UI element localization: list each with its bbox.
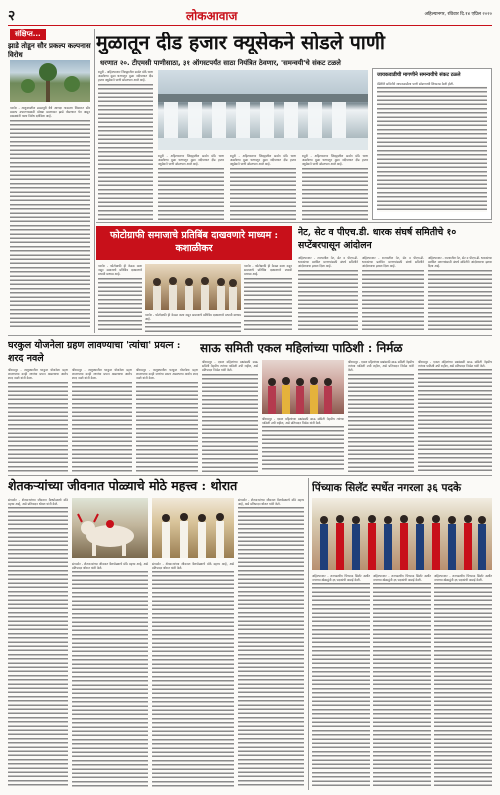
lead-box [372, 68, 492, 220]
story5-headline: साऊ समिती एकल महिलांच्या पाठिशी : निर्मळ [200, 341, 403, 355]
dateline: अहिल्यानगर, रविवार दि.१४ एप्रिल २०२० [424, 12, 492, 17]
story7-body-col1: अहिल्यानगर - राज्यस्तरीय पिंच्याक सिलॅट स्पर्धेत नगरच्या खेळाडूंनी ३६ पदकांची कमाई केली. [312, 574, 370, 788]
lead-box-title: जायकवाडीची मागणीने समन्वयीचे संकट टळले [377, 72, 461, 78]
column-divider [308, 478, 309, 790]
story6-headline: शेतकऱ्यांच्या जीवनात पोळ्याचे मोठे महत्त्व : थोरात [8, 478, 238, 493]
story3-body-col1: अहिल्यानगर - राज्यातील नेट, सेट व पीएच.डी. धारकांच्या प्रलंबित मागण्यांसाठी संघर्ष समितीने आंदोलनाचा इशारा दिला आहे. [298, 256, 358, 332]
lead-body-col3: राहुरी - अहिल्यानगर जिल्ह्यातील सर्वात मोठे धरण असलेल्या मुळा धरणातून मुळा नदीपात्रात दीड हजार क्यूसेकने पाणी सोडण्यात आले आहे. [230, 154, 296, 220]
story4-body-col1: श्रीरामपूर - तालुक्यातील घरकुल योजनेला ग्रहण लावण्याचा काही जणांचा प्रयत्न असल्याचा आरोप शरद नवले यांनी केला. [8, 368, 68, 472]
story2-body-col3: पारनेर - फोटोग्राफी ही केवळ कला नसून समाजाचे प्रतिबिंब दाखवणारे प्रभावी माध्यम आहे. [244, 264, 292, 332]
sidebar-tag: संक्षिप्त... [10, 29, 46, 40]
section-rule [8, 335, 492, 336]
sidebar-photo [10, 60, 90, 102]
story6-body-col3: संगमनेर - शेतकऱ्यांच्या जीवनात बैलपोळ्याचे मोठे महत्त्व आहे, असे प्रतिपादन थोरात यांनी केले. [152, 562, 234, 788]
lead-subhead: धरणात २०. टीएमसी पाणीसाठा, ३१ ऑगस्टपर्यंत साठा नियंत्रित ठेवणार, 'समन्वयी'चे संकट टळले [100, 59, 341, 67]
photography-event-photo [145, 264, 241, 310]
story4-headline: घरकुल योजनेला ग्रहण लावण्याचा 'त्यांचा' प्रयत्न : शरद नवले [8, 340, 181, 364]
section-rule [96, 222, 492, 223]
bull-icon [72, 498, 148, 558]
page-number: २ [8, 8, 16, 24]
story7-body-col2: अहिल्यानगर - राज्यस्तरीय पिंच्याक सिलॅट स्पर्धेत नगरच्या खेळाडूंनी ३६ पदकांची कमाई केली. [373, 574, 431, 788]
lead-box-body: मेंढेगिरी समितीने जायकवाडीला पाणी सोडण्याची शिफारस केली होती. [377, 82, 487, 212]
story5-body-col2: श्रीरामपूर - एकल महिलांच्या प्रश्नांसाठी साऊ समिती नेहमीच त्यांच्या पाठिशी उभी राहील, असे प्रतिपादन निर्मळ यांनी केले. [262, 417, 344, 472]
story2-body-col2: पारनेर - फोटोग्राफी ही केवळ कला नसून समाजाचे प्रतिबिंब दाखवणारे प्रभावी माध्यम आहे. [145, 313, 241, 332]
story2-headline: फोटोग्राफी समाजाचे प्रतिबिंब दाखवणारे माध्यम : कशाळीकर [109, 230, 279, 254]
story7-headline: पिंच्याक सिलॅट स्पर्धेत नगरला ३६ पदके [312, 482, 462, 494]
group-people-icon [145, 264, 241, 310]
story7-body-col3: अहिल्यानगर - राज्यस्तरीय पिंच्याक सिलॅट स्पर्धेत नगरच्या खेळाडूंनी ३६ पदकांची कमाई केली. [434, 574, 492, 788]
masthead-logo: लोकआवाज [186, 9, 238, 23]
story6-body-col4: संगमनेर - शेतकऱ्यांच्या जीवनात बैलपोळ्याचे मोठे महत्त्व आहे, असे प्रतिपादन थोरात यांनी केले. [238, 498, 304, 788]
story5-body-col1: श्रीरामपूर - एकल महिलांच्या प्रश्नांसाठी साऊ समिती नेहमीच त्यांच्या पाठिशी उभी राहील, असे प्रतिपादन निर्मळ यांनी केले. [202, 360, 258, 472]
masthead-rule [8, 25, 492, 26]
story3-body-col3: अहिल्यानगर - राज्यातील नेट, सेट व पीएच.डी. धारकांच्या प्रलंबित मागण्यांसाठी संघर्ष समितीने आंदोलनाचा इशारा दिला आहे. [428, 256, 492, 332]
story5-body-col3: श्रीरामपूर - एकल महिलांच्या प्रश्नांसाठी साऊ समिती नेहमीच त्यांच्या पाठिशी उभी राहील, असे प्रतिपादन निर्मळ यांनी केले. [348, 360, 414, 472]
masthead [8, 6, 492, 24]
lead-body-col1: राहुरी - अहिल्यानगर जिल्ह्यातील सर्वात मोठे धरण असलेल्या मुळा धरणातून मुळा नदीपात्रात दीड हजार क्यूसेकने पाणी सोडण्यात आले आहे. [98, 70, 153, 220]
thorat-event-photo [152, 498, 234, 558]
lead-body-col4: राहुरी - अहिल्यानगर जिल्ह्यातील सर्वात मोठे धरण असलेल्या मुळा धरणातून मुळा नदीपात्रात दीड हजार क्यूसेकने पाणी सोडण्यात आले आहे. [302, 154, 368, 220]
story3-headline: नेट, सेट व पीएच.डी. धारक संघर्ष समितीचे १० सप्टेंबरपासून आंदोलन [298, 227, 457, 251]
bullock-pola-photo [72, 498, 148, 558]
group-people-icon [262, 360, 344, 414]
dam-gates-icon [158, 70, 368, 150]
section-rule [8, 475, 492, 476]
lead-headline: मुळातून दीड हजार क्यूसेकने सोडले पाणी [96, 32, 385, 54]
story2-body-col1: पारनेर - फोटोग्राफी ही केवळ कला नसून समाजाचे प्रतिबिंब दाखवणारे प्रभावी माध्यम आहे. [98, 264, 142, 332]
lead-body-col2: राहुरी - अहिल्यानगर जिल्ह्यातील सर्वात मोठे धरण असलेल्या मुळा धरणातून मुळा नदीपात्रात दीड हजार क्यूसेकने पाणी सोडण्यात आले आहे. [158, 154, 224, 220]
silat-medal-photo [312, 498, 492, 570]
sidebar-headline: झाडे तोडून सौर प्रकल्प कल्पनास विरोध [8, 41, 91, 59]
dam-photo [158, 70, 368, 150]
tree-icon [10, 60, 90, 102]
sidebar-body: पारनेर - तालुक्यातील ढवळपुरी येथे आणदा गावठाण शिवारात सौर प्रकल्प उभारण्यासाठी मोठ्या प्रमाणावर झाडे तोडण्यात येत असून ग्रामस्थांनी याला विरोध दर्शविला आहे. [10, 106, 90, 330]
story5-body-col4: श्रीरामपूर - एकल महिलांच्या प्रश्नांसाठी साऊ समिती नेहमीच त्यांच्या पाठिशी उभी राहील, असे प्रतिपादन निर्मळ यांनी केले. [418, 360, 492, 472]
story6-body-col1: संगमनेर - शेतकऱ्यांच्या जीवनात बैलपोळ्याचे मोठे महत्त्व आहे, असे प्रतिपादन थोरात यांनी केले. [8, 498, 68, 788]
column-divider [94, 29, 95, 333]
story3-body-col2: अहिल्यानगर - राज्यातील नेट, सेट व पीएच.डी. धारकांच्या प्रलंबित मागण्यांसाठी संघर्ष समितीने आंदोलनाचा इशारा दिला आहे. [362, 256, 424, 332]
story6-body-col2: संगमनेर - शेतकऱ्यांच्या जीवनात बैलपोळ्याचे मोठे महत्त्व आहे, असे प्रतिपादन थोरात यांनी केले. [72, 562, 148, 788]
story4-body-col3: श्रीरामपूर - तालुक्यातील घरकुल योजनेला ग्रहण लावण्याचा काही जणांचा प्रयत्न असल्याचा आरोप शरद नवले यांनी केला. [136, 368, 198, 472]
group-people-icon [152, 498, 234, 558]
group-people-icon [312, 498, 492, 570]
story4-body-col2: श्रीरामपूर - तालुक्यातील घरकुल योजनेला ग्रहण लावण्याचा काही जणांचा प्रयत्न असल्याचा आरोप शरद नवले यांनी केला. [72, 368, 132, 472]
story2-header [96, 226, 292, 260]
women-meeting-photo [262, 360, 344, 414]
